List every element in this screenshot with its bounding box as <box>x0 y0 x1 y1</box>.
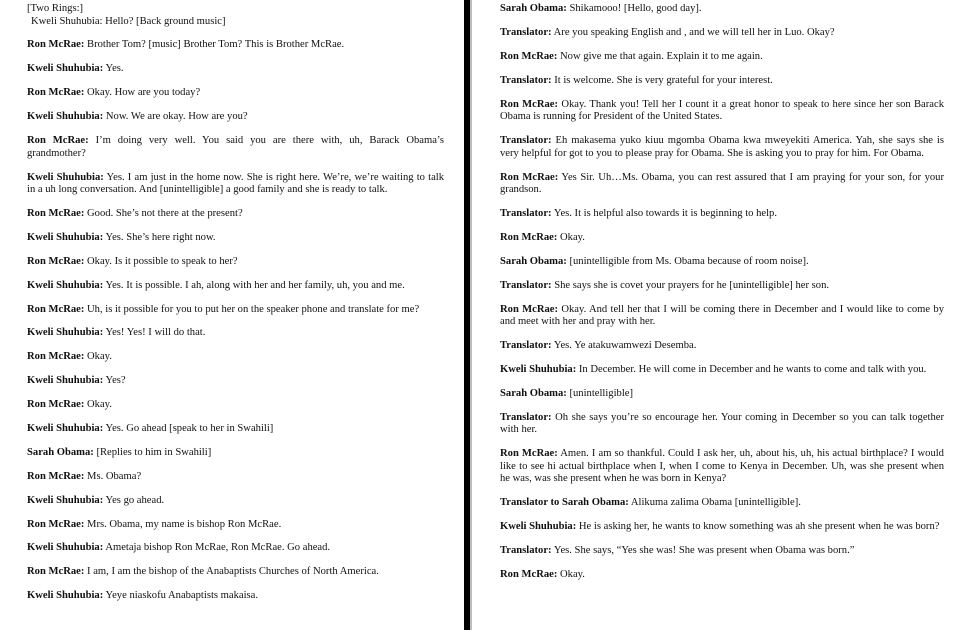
speaker-name: Kweli Shuhubia: <box>500 363 577 375</box>
speaker-name: Kweli Shuhubia: <box>27 375 104 387</box>
speaker-name: Ron McRae: <box>500 231 558 243</box>
entry-text: Shikamooo! [Hello, good day]. <box>566 3 702 14</box>
transcript-entry <box>27 495 444 508</box>
transcript-page-right <box>472 0 960 630</box>
entry-text: Yes. Go ahead [speak to her in Swahili] <box>103 423 274 435</box>
speaker-name: Translator: <box>500 545 552 557</box>
transcript-entry <box>500 75 944 88</box>
speaker-name: Translator: <box>500 74 552 86</box>
transcript-entry <box>27 256 444 269</box>
entry-text: [unintelligible] <box>566 387 634 399</box>
transcript-entry <box>27 327 444 340</box>
entry-text: Ametaja bishop Ron McRae, Ron McRae. Go ahead. <box>103 542 331 554</box>
speaker-name: Translator: <box>500 135 552 147</box>
speaker-name: Kweli Shuhubia: <box>27 590 104 602</box>
transcript-entry <box>500 304 944 329</box>
transcript-entry <box>27 375 444 388</box>
entry-text: Good. She’s not there at the present? <box>84 208 243 220</box>
speaker-name: Kweli Shuhubia: <box>27 494 104 506</box>
transcript-entry <box>27 16 444 29</box>
speaker-name: Sarah Obama: <box>500 3 567 14</box>
speaker-name: Ron McRae: <box>500 98 559 110</box>
transcript-entry <box>27 39 444 52</box>
transcript-entry <box>500 412 944 437</box>
entry-text: Oh she says you’re so encourage her. Your coming in December so you can talk together with her. <box>500 411 944 436</box>
speaker-name: Translator: <box>500 340 552 352</box>
entry-text: Eh makasema yuko kiuu mgomba Obama kwa mweyekiti America. Yah, she says she is very helpful for got to you to please pray for Obama. She is asking you to pray for him. For Obama. <box>500 135 944 159</box>
speaker-name: Kweli Shuhubia: <box>27 327 104 339</box>
transcript-entry <box>500 448 944 486</box>
transcript-entry <box>500 256 944 269</box>
transcript-entry <box>500 135 944 160</box>
speaker-name: Kweli Shuhubia: <box>27 111 104 123</box>
rings-note: [Two Rings:] <box>27 3 84 14</box>
speaker-name: Ron McRae: <box>27 255 85 267</box>
speaker-name: Translator: <box>500 26 552 38</box>
transcript-entry <box>500 280 944 293</box>
entry-text: Yes. I am just in the home now. She is right here. We’re, we’re waiting to talk in a uh long conversation. And [unintelligible] a good family and she is ready to talk. <box>27 171 445 196</box>
speaker-name: Kweli Shuhubia: <box>500 521 577 533</box>
speaker-name: Sarah Obama: <box>500 255 567 267</box>
speaker-name: Kweli Shuhubia: <box>27 423 104 435</box>
speaker-name: Ron McRae: <box>27 470 85 482</box>
speaker-name: Translator: <box>500 411 552 423</box>
speaker-name: Translator: <box>500 279 552 291</box>
entry-text: [unintelligible from Ms. Obama because of room noise]. <box>566 255 809 267</box>
right-entries <box>500 3 944 582</box>
speaker-name: Ron McRae: <box>27 303 85 315</box>
speaker-name: Ron McRae: <box>500 303 559 315</box>
entry-text: In December. He will come in December and he wants to come and talk with you. <box>576 363 927 375</box>
transcript-entry <box>500 27 944 40</box>
entry-text: Okay. Is it possible to speak to her? <box>84 255 238 267</box>
entry-text: [Replies to him in Swahili] <box>93 446 212 458</box>
transcript-page-left <box>0 0 462 630</box>
transcript-entry <box>27 232 444 245</box>
speaker-name: Ron McRae: <box>500 50 558 62</box>
speaker-name: Kweli Shuhubia: <box>27 542 104 554</box>
transcript-entry <box>500 99 944 124</box>
transcript-entry <box>500 364 944 377</box>
entry-text: Brother Tom? [music] Brother Tom? This is Brother McRae. <box>84 39 345 51</box>
transcript-entry <box>27 87 444 100</box>
transcript-entry <box>27 135 444 160</box>
entry-text: Okay. Thank you! Tell her I count it a great honor to speak to here since her son Barack Obama is running for President of the United States. <box>500 98 944 123</box>
transcript-entry <box>27 471 444 484</box>
speaker-name: Ron McRae: <box>500 171 559 183</box>
transcript-entry <box>27 447 444 460</box>
transcript-entry <box>500 340 944 353</box>
transcript-entry <box>500 172 944 197</box>
entry-text: Yes! Yes! I will do that. <box>103 327 206 339</box>
entry-text: I am, I am the bishop of the Anabaptists Churches of North America. <box>84 566 379 578</box>
transcript-entry <box>500 497 944 510</box>
entry-text: Amen. I am so thankful. Could I ask her, uh, about his, uh, his actual birthplace? I would like to see hi actual birthplace when I, when I come to Kenya in December. Uh, was she present when he was, was she present when he was born in Kenya? <box>500 448 944 485</box>
transcript-entry <box>27 519 444 532</box>
speaker-name: Kweli Shuhubia: <box>27 231 104 243</box>
transcript-entry <box>27 111 444 124</box>
speaker-name: Ron McRae: <box>27 399 85 411</box>
entry-text: Hello? [Back ground music] <box>102 15 226 27</box>
speaker-name: Ron McRae: <box>500 448 558 460</box>
speaker-name: Translator to Sarah Obama: <box>500 497 629 509</box>
transcript-entry <box>27 351 444 364</box>
transcript-entry <box>27 63 444 76</box>
entry-text: Uh, is it possible for you to put her on the speaker phone and translate for me? <box>84 303 420 315</box>
transcript-entry <box>500 232 944 245</box>
entry-text: Yes. She’s here right now. <box>103 231 216 243</box>
transcript-entry <box>500 569 944 582</box>
entry-text: Yes. She says, “Yes she was! She was present when Obama was born.” <box>551 545 855 557</box>
entry-text: Yes. <box>103 63 124 75</box>
speaker-name: Kweli Shuhubia: <box>27 171 104 183</box>
speaker-name: Ron McRae: <box>27 566 85 578</box>
left-entries <box>27 39 444 602</box>
transcript-entry <box>500 545 944 558</box>
transcript-entry <box>27 172 444 197</box>
transcript-entry <box>27 304 444 317</box>
entry-text: Yeye niaskofu Anabaptists makaisa. <box>103 590 259 602</box>
transcript-entry <box>27 542 444 555</box>
transcript-entry <box>27 208 444 221</box>
entry-text: Yes go ahead. <box>103 494 165 506</box>
entry-text: Now. We are okay. How are you? <box>103 111 248 123</box>
speaker-name: Ron McRae: <box>27 518 85 530</box>
entry-text: Yes Sir. Uh…Ms. Obama, you can rest assured that I am praying for your son, for your grandson. <box>500 171 944 196</box>
speaker-name: Ron McRae: <box>500 568 558 580</box>
speaker-name: Ron McRae: <box>27 351 85 363</box>
entry-text: Okay. <box>557 231 585 243</box>
entry-text: Okay. And tell her that I will be coming there in December and I would like to come by and meet with her and pray with her. <box>500 303 944 328</box>
speaker-name: Kweli Shuhubia: <box>27 63 104 75</box>
entry-text: Okay. How are you today? <box>84 87 201 99</box>
speaker-name: Ron McRae: <box>27 39 85 51</box>
entry-text: I’m doing very well. You said you are there with, uh, Barack Obama’s grandmother? <box>27 135 444 159</box>
speaker-name: Sarah Obama: <box>500 387 567 399</box>
transcript-entry <box>27 399 444 412</box>
speaker-name: Sarah Obama: <box>27 446 94 458</box>
transcript-entry <box>27 566 444 579</box>
transcript-entry <box>27 280 444 293</box>
transcript-entry <box>500 388 944 401</box>
entry-text: Yes? <box>103 375 126 387</box>
entry-text: It is welcome. She is very grateful for your interest. <box>551 74 773 86</box>
entry-text: Alikuma zalima Obama [unintelligible]. <box>628 497 801 509</box>
transcript-entry <box>500 51 944 64</box>
entry-text: Okay. <box>557 568 585 580</box>
entry-text: Ms. Obama? <box>84 470 142 482</box>
entry-text: He is asking her, he wants to know something was ah she present when he was born? <box>576 521 940 533</box>
entry-text: Now give me that again. Explain it to me again. <box>557 50 763 62</box>
speaker-name: Kweli Shuhubia: <box>31 15 103 27</box>
speaker-name: Ron McRae: <box>27 208 85 220</box>
entry-text: Mrs. Obama, my name is bishop Ron McRae. <box>84 518 282 530</box>
speaker-name: Ron McRae: <box>27 87 85 99</box>
transcript-entry <box>500 521 944 534</box>
entry-text: Yes. It is helpful also towards it is beginning to help. <box>551 208 777 220</box>
entry-text: She says she is covet your prayers for he [unintelligible] her son. <box>551 279 830 291</box>
transcript-entry <box>500 3 944 16</box>
speaker-name: Translator: <box>500 208 552 220</box>
speaker-name: Kweli Shuhubia: <box>27 279 104 291</box>
entry-text: Are you speaking English and , and we will tell her in Luo. Okay? <box>551 26 835 38</box>
entry-text: Okay. <box>84 399 112 411</box>
speaker-name: Ron McRae: <box>27 135 89 147</box>
transcript-entry <box>27 423 444 436</box>
transcript-entry <box>500 208 944 221</box>
transcript-entry <box>27 590 444 603</box>
entry-text: Yes. Ye atakuwamwezi Desemba. <box>551 340 697 352</box>
entry-text: Yes. It is possible. I ah, along with her and her family, uh, you and me. <box>103 279 405 291</box>
entry-text: Okay. <box>84 351 112 363</box>
